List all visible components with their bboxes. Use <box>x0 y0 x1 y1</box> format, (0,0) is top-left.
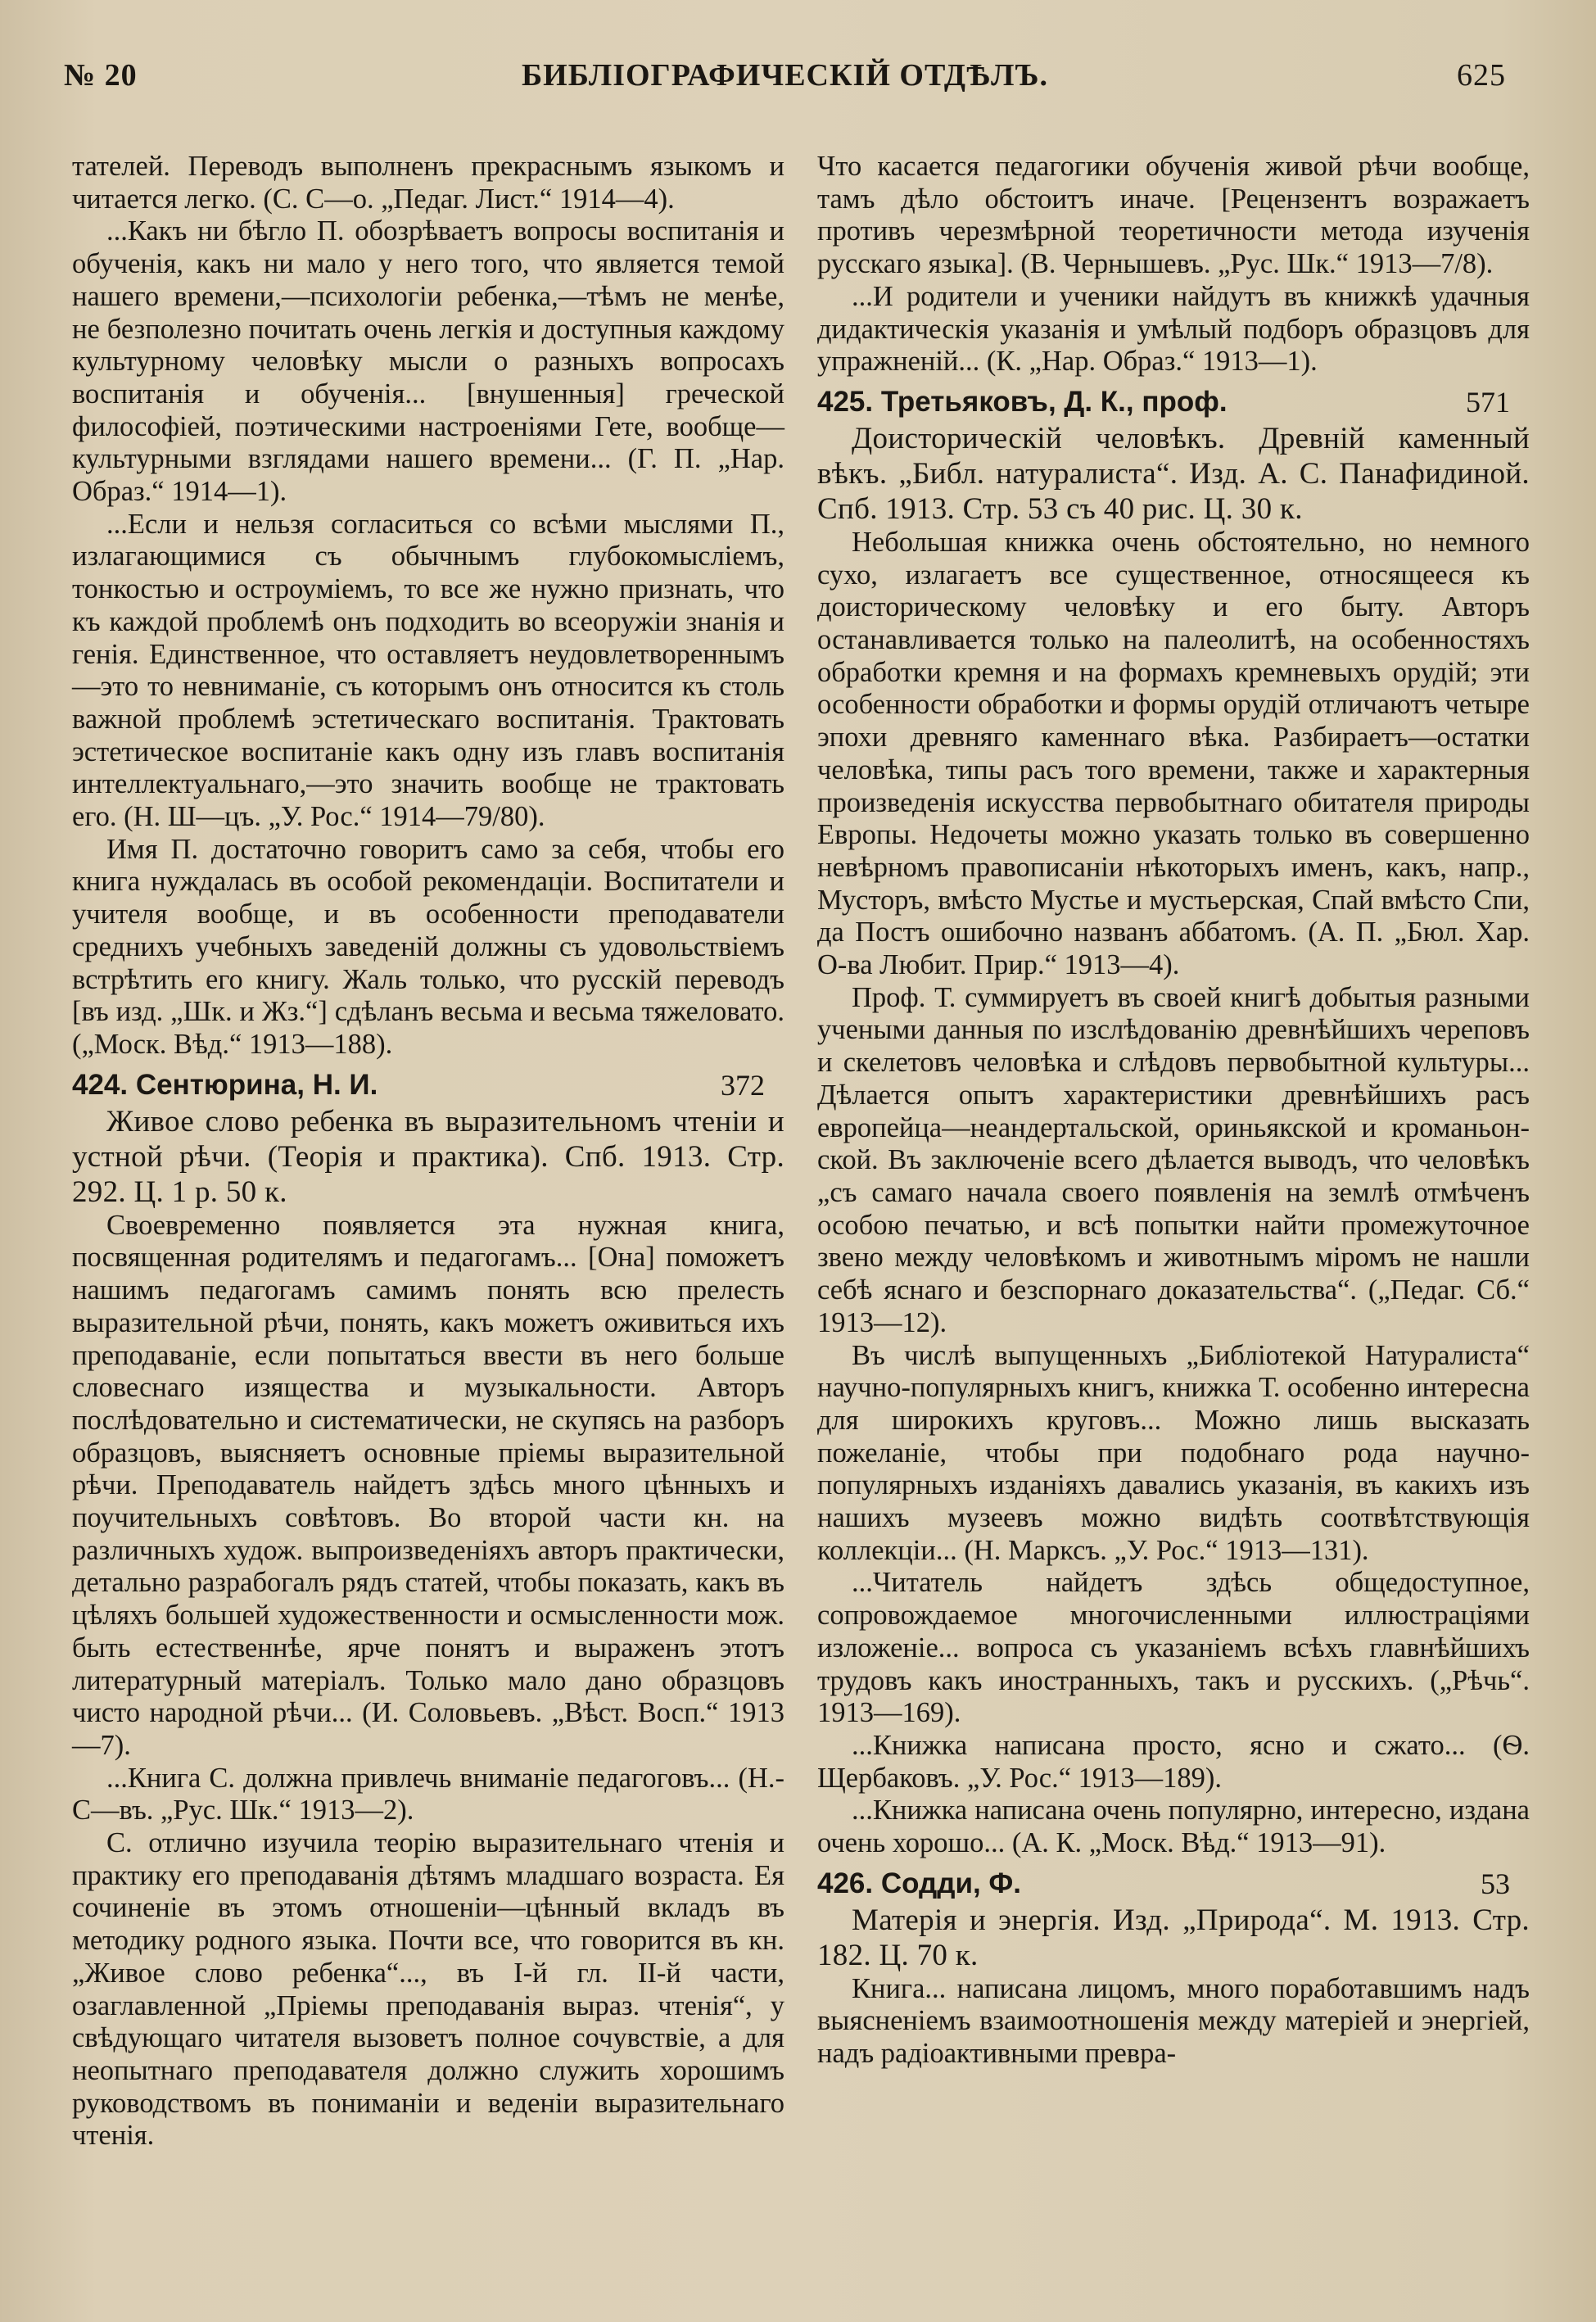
entry-425-heading <box>817 383 1530 421</box>
section-title: БИБЛІОГРАФИЧЕСКІЙ ОТДѢЛЪ. <box>522 58 1048 93</box>
review-paragraph: Имя П. достаточно говоритъ само за себя, чтобы его книга нуждалась въ особой рекомендаціи. Воспитатели и учителя вообще, и въ особенности преподаватели среднихъ учебныхъ заведеній должны съ удовольствіемъ встрѣтить его книгу. Жаль только, что русскій переводъ [въ изд. „Шк. и Жз.“] сдѣланъ весьма и весьма тяжеловато. („Моск. Вѣд.“ 1913—188). <box>72 833 784 1060</box>
review-paragraph: ...Читатель найдетъ здѣсь общедоступное, сопровождаемое многочисленными иллюстраціями изложеніе... вопроса съ указаніемъ всѣхъ главнѣйшихъ трудовъ какъ иностранныхъ, такъ и русскихъ. („Рѣчь“. 1913—169). <box>817 1567 1530 1729</box>
right-column <box>817 151 1530 2071</box>
entry-author: 425. Третьяковъ, Д. К., проф. <box>817 385 1228 418</box>
review-paragraph: ...Книжка написана просто, ясно и сжато... (Ѳ. Щербаковъ. „У. Рос.“ 1913—189). <box>817 1729 1530 1794</box>
entry-425-title: Доисторическій человѣкъ. Древній каменный вѣкъ. „Библ. натуралиста“. Изд. А. С. Панафидиной. Спб. 1913. Стр. 53 съ 40 рис. Ц. 30 к. <box>817 421 1530 526</box>
entry-author: 424. Сентюрина, Н. И. <box>72 1068 378 1101</box>
entry-424-heading <box>72 1066 784 1104</box>
entry-426-heading <box>817 1865 1530 1903</box>
entry-catalog-number: 372 <box>721 1068 765 1102</box>
left-column <box>72 151 784 2152</box>
review-paragraph: Проф. Т. суммируетъ въ своей книгѣ добытыя разными учеными данныя по изслѣдованію древнѣйшихъ череповъ и скелетовъ человѣка и слѣдовъ первобытной культуры... Дѣлается опытъ характеристики древнѣйшихъ расъ европейца—неандертальской, ориньякской и кроманьонской. Въ заключеніе всего дѣлается выводъ, что человѣкъ „съ самаго начала своего появленія на землѣ отмѣченъ особою печатью, и всѣ попытки найти промежуточное звено между человѣкомъ и животнымъ міромъ не нашли себѣ яснаго и безспорнаго доказательства“. („Педаг. Сб.“ 1913—12). <box>817 981 1530 1338</box>
review-paragraph: тателей. Переводъ выполненъ прекраснымъ языкомъ и читается легко. (С. С—о. „Педаг. Лист.“ 1914—4). <box>72 151 784 215</box>
review-paragraph: ...Какъ ни бѣгло П. обозрѣваетъ вопросы воспитанія и обученія, какъ ни мало у него того, что является темой нашего времени,—психологіи ребенка,—тѣмъ не менѣе, не безполезно почитать очень легкія и доступныя каждому культурному человѣку мысли о разныхъ вопросахъ воспитанія и обученія... [внушенныя] греческой философіей, поэтическими настроеніями Гете, вообще—культурными взглядами нашего времени... (Г. П. „Нар. Образ.“ 1914—1). <box>72 215 784 508</box>
review-paragraph: ...Книга С. должна привлечь вниманіе педагоговъ... (Н.-С—въ. „Рус. Шк.“ 1913—2). <box>72 1762 784 1826</box>
review-paragraph: Книга... написана лицомъ, много поработавшимъ надъ выясненіемъ взаимоотношенія между матеріей и энергіей, надъ радіоактивными превра- <box>817 1972 1530 2070</box>
review-paragraph: С. отлично изучила теорію выразительнаго чтенія и практику его преподаванія дѣтямъ младшаго возраста. Ея сочиненіе въ этомъ отношеніи—цѣнный вкладъ въ методику родного языка. Почти все, что говорится въ кн. „Живое слово ребенка“..., въ І-й гл. ІІ-й части, озаглавленной „Пріемы преподаванія выраз. чтенія“, у свѣдующаго читателя вызоветъ полное сочувствіе, а для неопытнаго преподавателя должно служить хорошимъ руководствомъ въ пониманіи и веденіи выразительнаго чтенія. <box>72 1827 784 2152</box>
review-paragraph: ...И родители и ученики найдутъ въ книжкѣ удачныя дидактическія указанія и умѣлый подборъ образцовъ для упражненій... (К. „Нар. Образ.“ 1913—1). <box>817 280 1530 378</box>
review-paragraph: ...Если и нельзя согласиться со всѣми мыслями П., излагающимися съ обычнымъ глубокомысліемъ, тонкостью и остроуміемъ, то все же нужно признать, что къ каждой проблемѣ онъ подходить во всеоружіи знанія и генія. Единственное, что оставляетъ неудовлетвореннымъ—это то невниманіе, съ которымъ онъ относится къ столь важной проблемѣ эстетическаго воспитанія. Трактовать эстетическое воспитаніе какъ одну изъ главъ воспитанія интеллектуальнаго,—это значить вообще не трактовать его. (Н. Ш—цъ. „У. Рос.“ 1914—79/80). <box>72 508 784 833</box>
entry-424-title: Живое слово ребенка въ выразительномъ чтеніи и устной рѣчи. (Теорія и практика). Спб. 1913. Стр. 292. Ц. 1 р. 50 к. <box>72 1104 784 1209</box>
review-paragraph: ...Книжка написана очень популярно, интересно, издана очень хорошо... (А. К. „Моск. Вѣд.“ 1913—91). <box>817 1795 1530 1859</box>
review-paragraph: Что касается педагогики обученія живой рѣчи вообще, тамъ дѣло обстоитъ иначе. [Рецензентъ возражаетъ противъ черезмѣрной теоретичности метода изученія русскаго языка]. (В. Чернышевъ. „Рус. Шк.“ 1913—7/8). <box>817 151 1530 280</box>
entry-catalog-number: 571 <box>1466 385 1510 419</box>
entry-426-title: Матерія и энергія. Изд. „Природа“. М. 1913. Стр. 182. Ц. 70 к. <box>817 1903 1530 1972</box>
entry-catalog-number: 53 <box>1481 1867 1510 1900</box>
issue-number: № 20 <box>64 58 138 93</box>
entry-author: 426. Содди, Ф. <box>817 1867 1022 1899</box>
page-header <box>64 57 1506 106</box>
review-paragraph: Своевременно появляется эта нужная книга, посвященная родителямъ и педагогамъ... [Она] поможетъ нашимъ педагогамъ самимъ понять всю прелесть выразительной рѣчи, понять, какъ можетъ оживиться ихъ преподаваніе, если попытаться ввести въ него больше словеснаго изящества и музыкальности. Авторъ послѣдовательно и систематически, не скупясь на разборъ образцовъ, выясняетъ основные пріемы выразительной рѣчи. Преподаватель найдетъ здѣсь много цѣнныхъ и поучительныхъ совѣтовъ. Во второй части кн. на различныхъ худож. выпроизведеніяхъ авторъ практически, детально разрабогалъ рядъ статей, чтобы показать, какъ въ цѣляхъ большей художественности и осмысленности мож. быть естественнѣе, ярче понятъ и выраженъ этотъ литературный матеріалъ. Только мало дано образцовъ чисто народной рѣчи... (И. Соловьевъ. „Вѣст. Восп.“ 1913—7). <box>72 1209 784 1761</box>
page-number: 625 <box>1457 58 1506 93</box>
review-paragraph: Въ числѣ выпущенныхъ „Библіотекой Натуралиста“ научно-популярныхъ книгъ, книжка Т. особенно интересна для широкихъ круговъ... Можно лишь высказать пожеланіе, чтобы при подобнаго рода научно-популярныхъ изданіяхъ давались указанія, въ какихъ изъ нашихъ музеевъ можно видѣть соотвѣтствующія коллекціи... (Н. Марксъ. „У. Рос.“ 1913—131). <box>817 1339 1530 1566</box>
review-paragraph: Небольшая книжка очень обстоятельно, но немного сухо, излагаетъ все существенное, относящееся къ доисторическому человѣку и его быту. Авторъ останавливается только на палеолитѣ, на особенностяхъ обработки кремня и на формахъ кремневыхъ орудій; эти особенности обработки и формы орудій отличаютъ четыре эпохи древняго каменнаго вѣка. Разбираетъ—остатки человѣка, типы расъ того времени, также и характерныя произведенія искусства первобытнаго обитателя природы Европы. Недочеты можно указать только въ совершенно невѣрномъ правописаніи нѣкоторыхъ именъ, какъ, напр., Мусторъ, вмѣсто Мустье и мустьерская, Спай вмѣсто Спи, да Постъ ошибочно названъ аббатомъ. (А. П. „Бюл. Хар. О-ва Любит. Прир.“ 1913—4). <box>817 526 1530 981</box>
